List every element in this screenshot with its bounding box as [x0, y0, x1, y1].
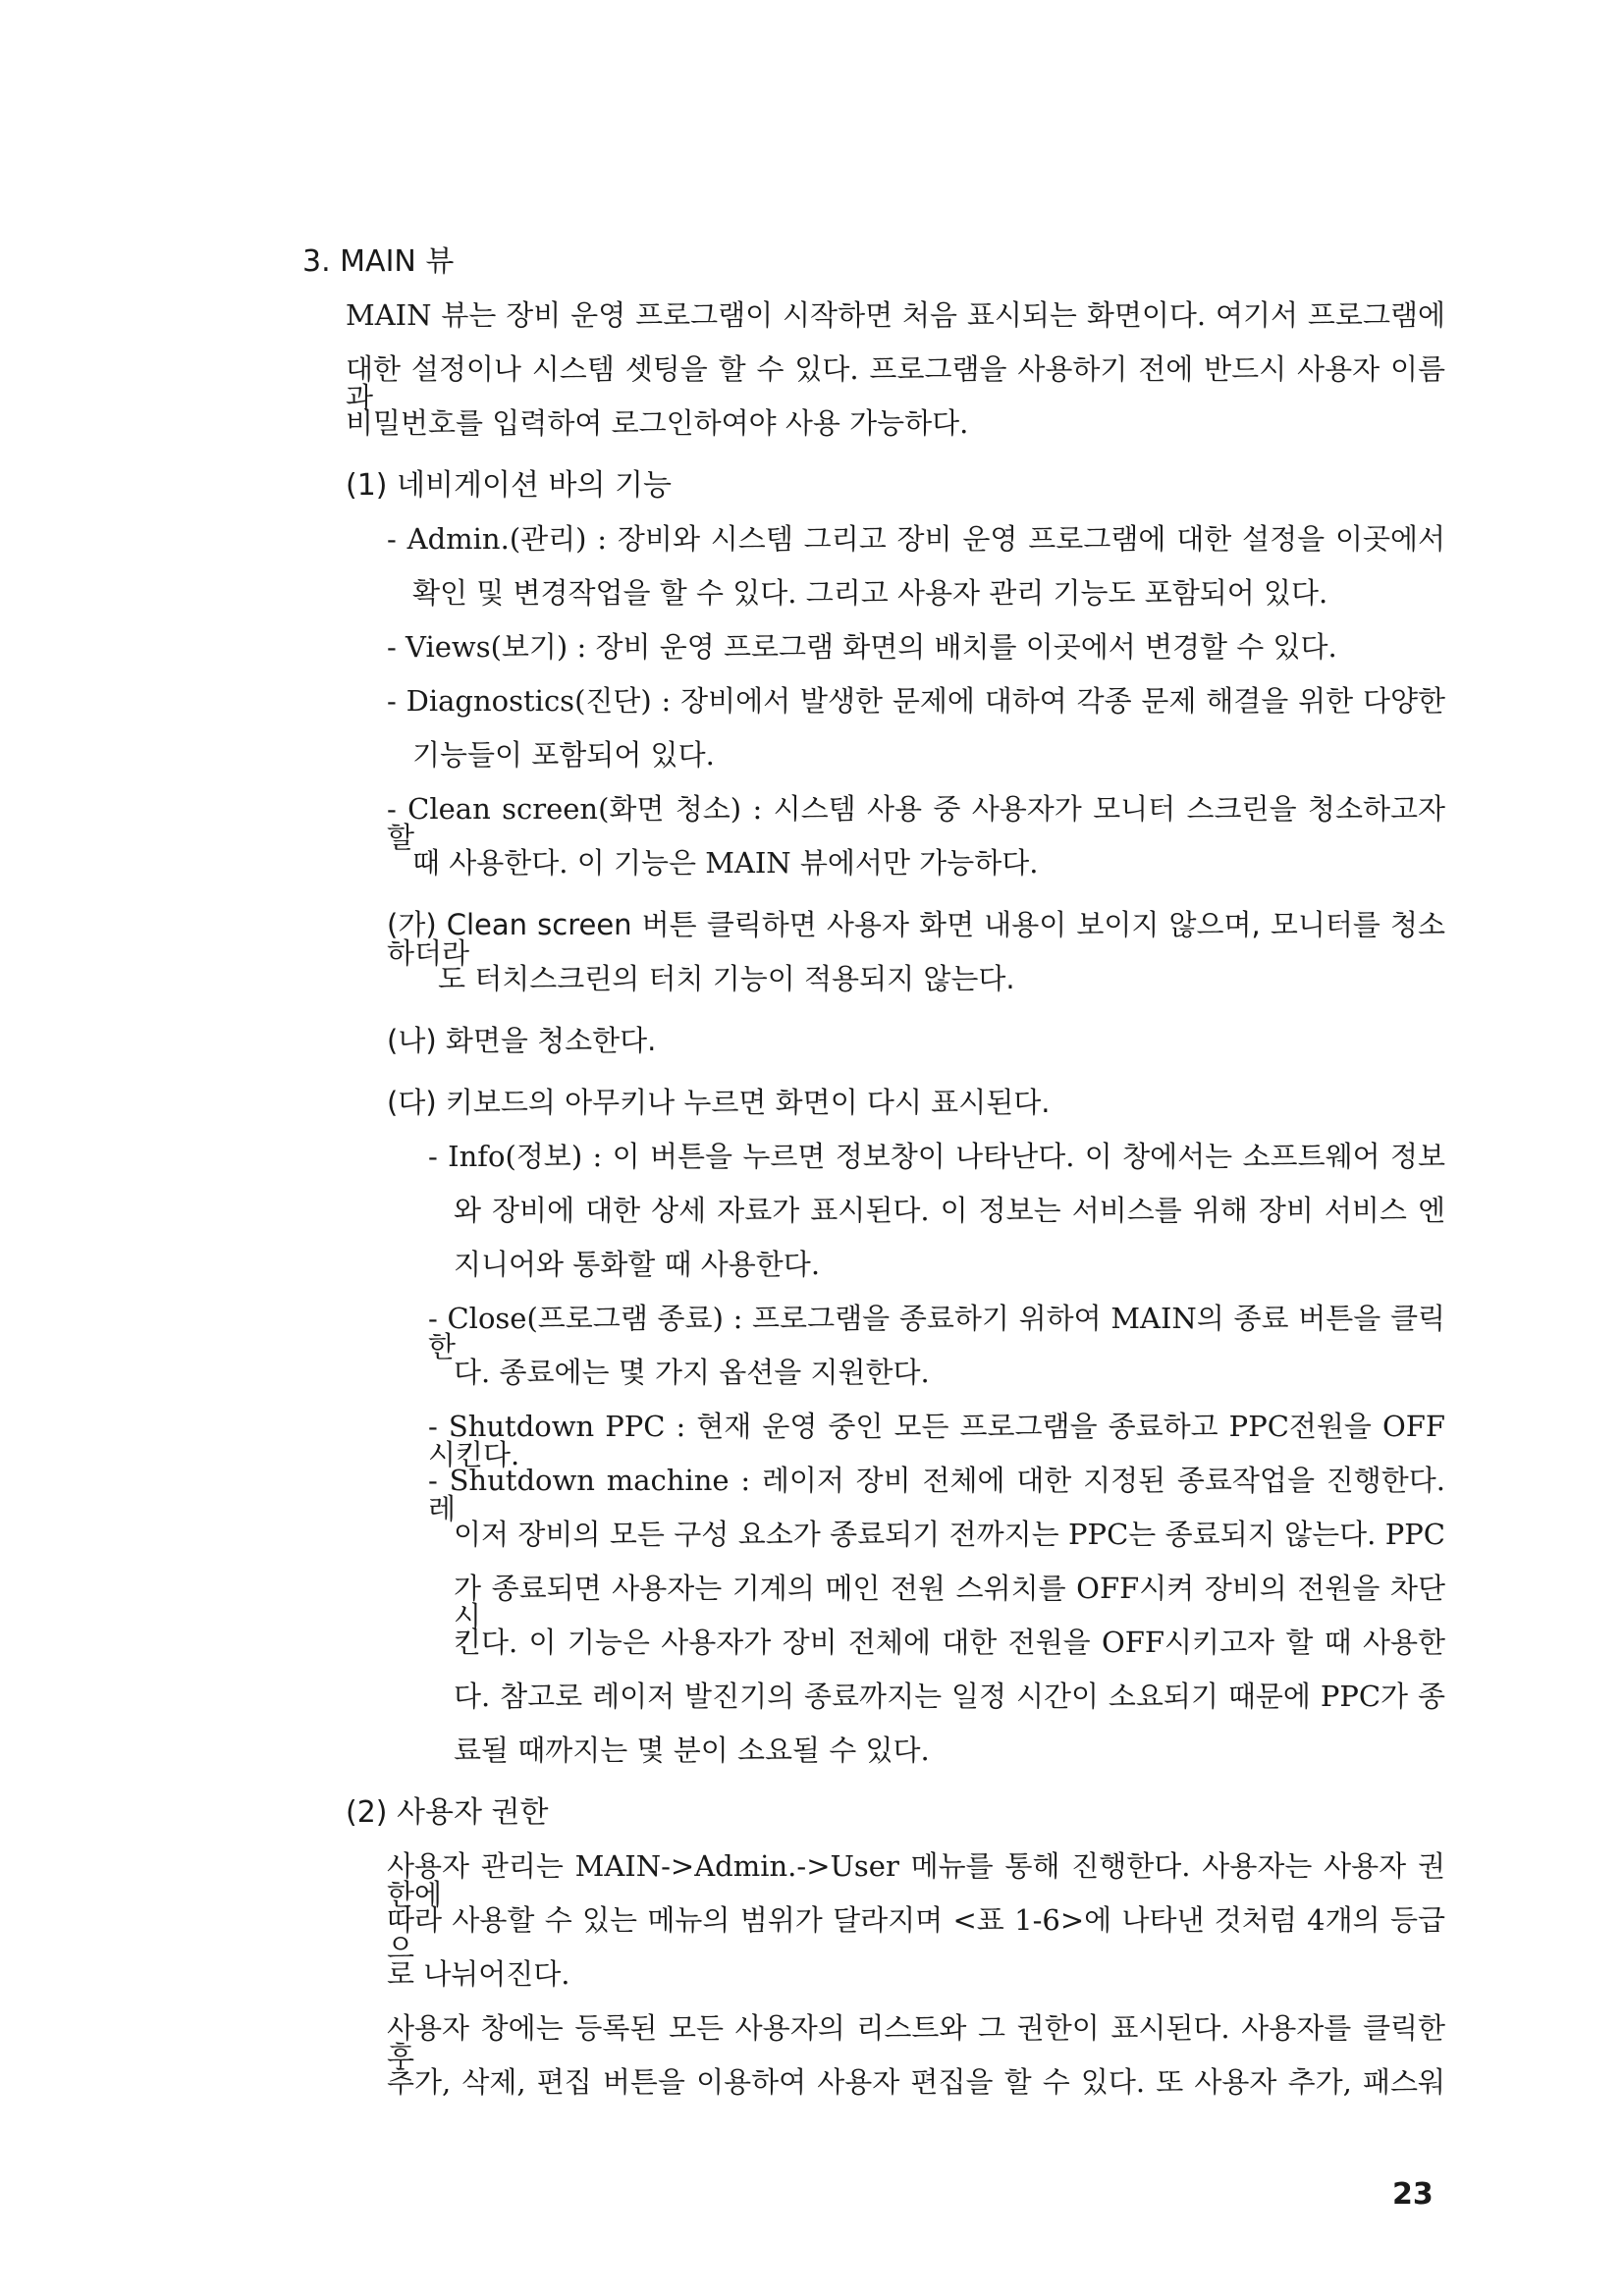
permissions-line-1: 사용자 관리는 MAIN->Admin.->User 메뉴를 통해 진행한다. 사용자는 사용자 권한에 [387, 1849, 1445, 1911]
section-heading: 3. MAIN 뷰 [302, 244, 455, 279]
intro-line-3: 비밀번호를 입력하여 로그인하여야 사용 가능하다. [346, 406, 969, 440]
shutdown-machine-line-6: 료될 때까지는 몇 분이 소요될 수 있다. [454, 1734, 930, 1767]
nav-views-line: - Views(보기) : 장비 운영 프로그램 화면의 배치를 이곳에서 변경할 수 있다. [387, 630, 1337, 664]
shutdown-machine-line-2: 이저 장비의 모든 구성 요소가 종료되기 전까지는 PPC는 종료되지 않는다. PPC [454, 1518, 1445, 1551]
nav-admin-line-2: 확인 및 변경작업을 할 수 있다. 그리고 사용자 관리 기능도 포함되어 있다. [412, 576, 1328, 610]
nav-diagnostics-line-1: - Diagnostics(진단) : 장비에서 발생한 문제에 대하여 각종 문제 해결을 위한 다양한 [387, 684, 1445, 718]
intro-line-1: MAIN 뷰는 장비 운영 프로그램이 시작하면 처음 표시되는 화면이다. 여기서 프로그램에 [346, 298, 1445, 332]
nav-clean-line-1: - Clean screen(화면 청소) : 시스템 사용 중 사용자가 모니터 스크린을 청소하고자 할 [387, 792, 1445, 854]
step-ga-line-2: 도 터치스크린의 터치 기능이 적용되지 않는다. [438, 962, 1015, 995]
permissions-subheading: (2) 사용자 권한 [346, 1795, 549, 1830]
nav-diagnostics-line-2: 기능들이 포함되어 있다. [412, 738, 715, 772]
permissions-line-4: 사용자 창에는 등록된 모든 사용자의 리스트와 그 권한이 표시된다. 사용자를 클릭한 후 [387, 2011, 1445, 2073]
nav-admin-line-1: - Admin.(관리) : 장비와 시스템 그리고 장비 운영 프로그램에 대한 설정을 이곳에서 [387, 522, 1445, 556]
step-da-line: (다) 키보드의 아무키나 누르면 화면이 다시 표시된다. [387, 1086, 1051, 1119]
permissions-line-5: 추가, 삭제, 편집 버튼을 이용하여 사용자 편집을 할 수 있다. 또 사용자 추가, 패스워 [387, 2065, 1445, 2099]
close-line-2: 다. 종료에는 몇 가지 옵션을 지원한다. [454, 1356, 930, 1389]
shutdown-machine-line-1: - Shutdown machine : 레이저 장비 전체에 대한 지정된 종료작업을 진행한다. 레 [428, 1464, 1445, 1525]
shutdown-machine-line-4: 킨다. 이 기능은 사용자가 장비 전체에 대한 전원을 OFF시키고자 할 때 사용한 [454, 1626, 1445, 1659]
nav-clean-line-2: 때 사용한다. 이 기능은 MAIN 뷰에서만 가능하다. [412, 846, 1039, 880]
info-line-3: 지니어와 통화할 때 사용한다. [454, 1248, 821, 1281]
close-line-1: - Close(프로그램 종료) : 프로그램을 종료하기 위하여 MAIN의 종료 버튼을 클릭한 [428, 1302, 1445, 1363]
shutdown-machine-line-5: 다. 참고로 레이저 발진기의 종료까지는 일정 시간이 소요되기 때문에 PPC가 종 [454, 1680, 1445, 1713]
permissions-line-2: 따라 사용할 수 있는 메뉴의 범위가 달라지며 <표 1-6>에 나타낸 것처럼 4개의 등급으 [387, 1903, 1445, 1965]
step-na-line: (나) 화면을 청소한다. [387, 1024, 657, 1057]
intro-line-2: 대한 설정이나 시스템 셋팅을 할 수 있다. 프로그램을 사용하기 전에 반드시 사용자 이름과 [346, 352, 1445, 414]
shutdown-machine-line-3: 가 종료되면 사용자는 기계의 메인 전원 스위치를 OFF시켜 장비의 전원을 차단시 [454, 1572, 1445, 1633]
info-line-1: - Info(정보) : 이 버튼을 누르면 정보창이 나타난다. 이 창에서는 소프트웨어 정보 [428, 1140, 1445, 1173]
permissions-line-3: 로 나뉘어진다. [387, 1957, 570, 1991]
info-line-2: 와 장비에 대한 상세 자료가 표시된다. 이 정보는 서비스를 위해 장비 서비스 엔 [454, 1194, 1445, 1227]
step-ga-line-1: (가) Clean screen 버튼 클릭하면 사용자 화면 내용이 보이지 않으며, 모니터를 청소하더라 [387, 908, 1445, 970]
page-number: 23 [1392, 2177, 1434, 2212]
shutdown-ppc-line: - Shutdown PPC : 현재 운영 중인 모든 프로그램을 종료하고 PPC전원을 OFF시킨다. [428, 1410, 1445, 1471]
nav-subheading: (1) 네비게이션 바의 기능 [346, 468, 672, 503]
